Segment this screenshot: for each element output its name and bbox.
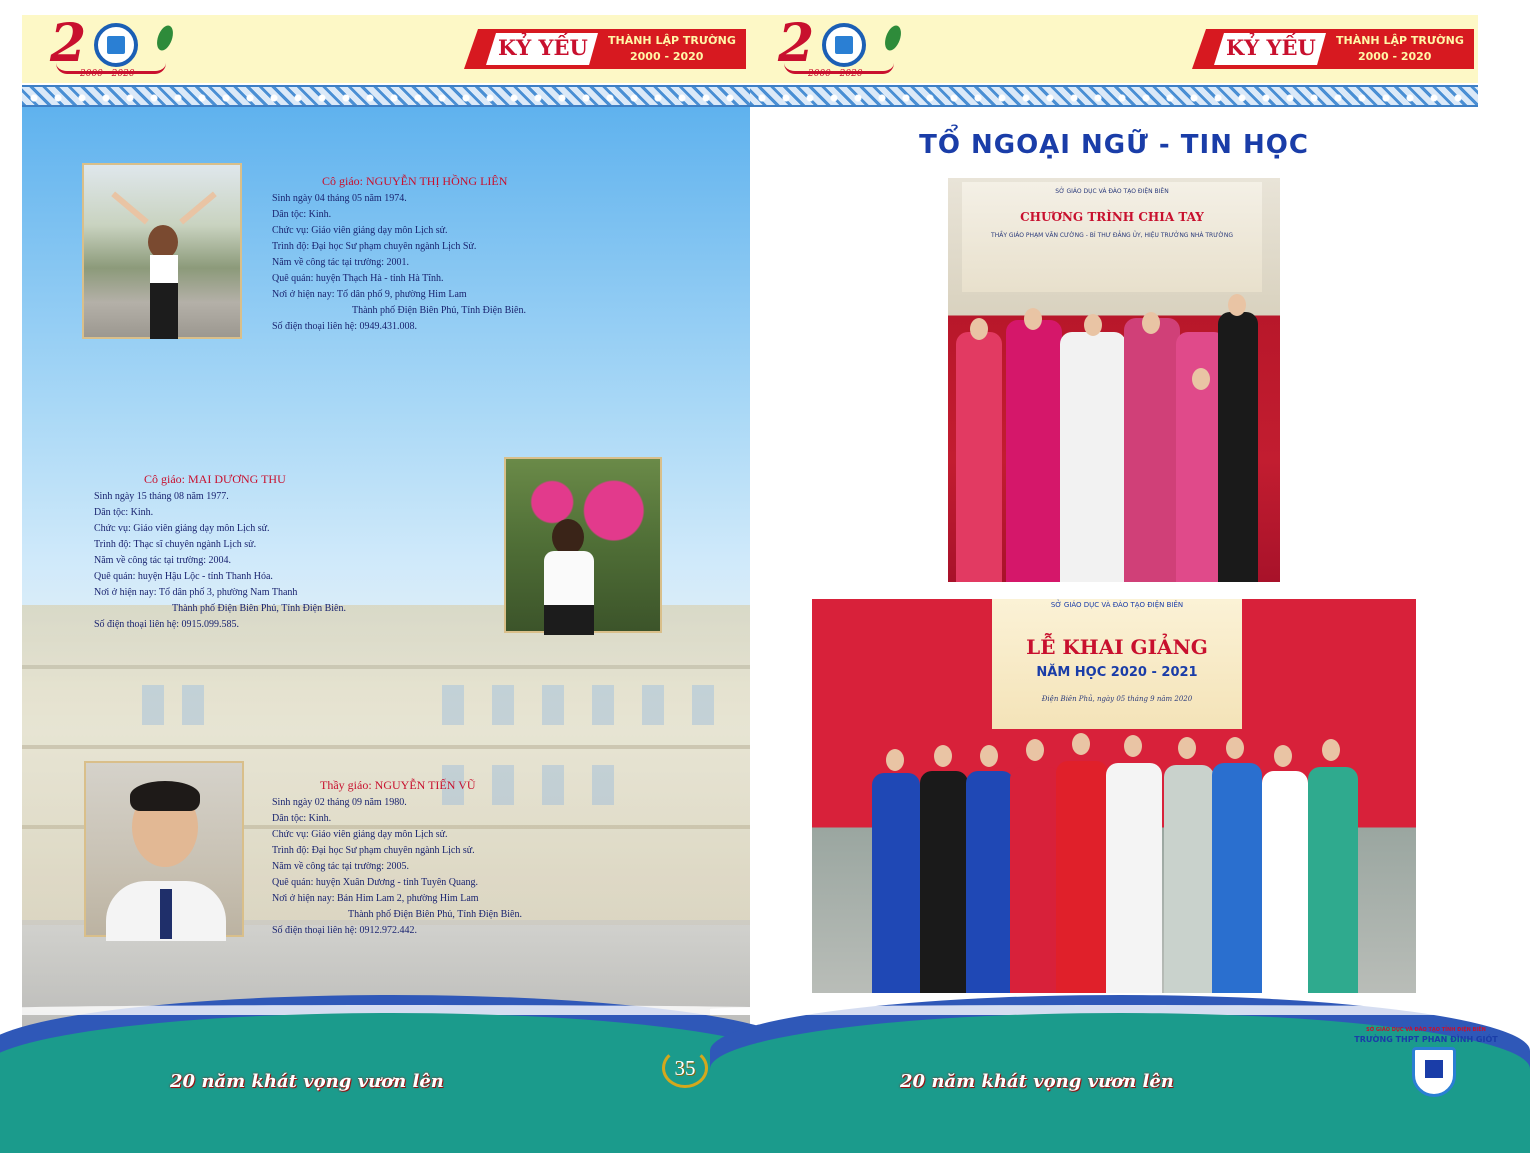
- left-page: [22, 15, 750, 1110]
- banner-subtitle: THÀNH LẬP TRƯỜNG: [608, 34, 736, 47]
- page-footer: [750, 995, 1478, 1110]
- banner-subtitle: THÀNH LẬP TRƯỜNG: [1336, 34, 1464, 47]
- teacher-name: Thầy giáo: NGUYỄN TIẾN VŨ: [320, 778, 476, 792]
- teacher-photo-hong-lien: [82, 163, 242, 339]
- banner-title: KỶ YẾU: [1226, 35, 1316, 60]
- teacher-name: Cô giáo: MAI DƯƠNG THU: [144, 472, 286, 486]
- page-header: [750, 15, 1478, 83]
- page-footer: [22, 995, 750, 1110]
- decorative-border: [750, 85, 1478, 107]
- banner-years: 2000 - 2020: [630, 50, 704, 63]
- teacher-profile-tien-vu: Thầy giáo: NGUYỄN TIẾN VŨ Sinh ngày 02 tháng 09 năm 1980. Dân tộc: Kinh. Chức vụ: Giáo viên giảng dạy môn Lịch sử. Trình độ: Đại học Sư phạm chuyên ngành Lịch sử. Năm về công tác tại trường: 2005. Quê quán: huyện Xuân Dương - tỉnh Tuyên Quang. Nơi ở hiện nay: Bản Him Lam 2, phường Him Lam Thành phố Điện Biên Phủ, Tỉnh Điện Biên. Số điện thoại liên hệ: 0912.972.442.: [272, 778, 522, 936]
- decorative-border: [22, 85, 750, 107]
- anniversary-logo: 2 2000 - 2020: [778, 19, 908, 81]
- yearbook-banner: [1192, 29, 1474, 69]
- teacher-profile-duong-thu: Cô giáo: MAI DƯƠNG THU Sinh ngày 15 tháng 08 năm 1977. Dân tộc: Kinh. Chức vụ: Giáo viên giảng dạy môn Lịch sử. Trình độ: Thạc sĩ chuyên ngành Lịch sử. Năm về công tác tại trường: 2004. Quê quán: huyện Hậu Lộc - tỉnh Thanh Hóa. Nơi ở hiện nay: Tổ dân phố 3, phường Nam Thanh Thành phố Điện Biên Phủ, Tỉnh Điện Biên. Số điện thoại liên hệ: 0915.099.585.: [94, 472, 346, 630]
- event-backdrop: SỞ GIÁO DỤC VÀ ĐÀO TẠO ĐIỆN BIÊN CHƯƠNG TRÌNH CHIA TAY THẦY GIÁO PHẠM VĂN CƯỜNG - BÍ THƯ ĐẢNG ỦY, HIỆU TRƯỞNG NHÀ TRƯỜNG: [962, 182, 1262, 292]
- group-photo-opening-ceremony: [812, 599, 1416, 993]
- teacher-profile-hong-lien: Cô giáo: NGUYỄN THỊ HỒNG LIÊN Sinh ngày 04 tháng 05 năm 1974. Dân tộc: Kinh. Chức vụ: Giáo viên giảng dạy môn Lịch sử. Trình độ: Đại học Sư phạm chuyên ngành Lịch Sử. Năm về công tác tại trường: 2001. Quê quán: huyện Thạch Hà - tỉnh Hà Tĩnh. Nơi ở hiện nay: Tổ dân phố 9, phường Him Lam Thành phố Điện Biên Phủ, Tỉnh Điện Biên. Số điện thoại liên hệ: 0949.431.008.: [272, 174, 526, 332]
- footer-slogan: 20 năm khát vọng vươn lên: [900, 1071, 1174, 1092]
- group-photo-farewell: [948, 178, 1280, 582]
- school-shield-icon: [1412, 1047, 1456, 1097]
- teacher-photo-duong-thu: [504, 457, 662, 633]
- page-number-badge: 35: [662, 1048, 708, 1088]
- event-backdrop: SỞ GIÁO DỤC VÀ ĐÀO TẠO ĐIỆN BIÊN LỄ KHAI GIẢNG NĂM HỌC 2020 - 2021 Điện Biên Phủ, ngày 05 tháng 9 năm 2020: [992, 599, 1242, 729]
- banner-years: 2000 - 2020: [1358, 50, 1432, 63]
- page-header: [22, 15, 750, 83]
- yearbook-banner: [464, 29, 746, 69]
- anniversary-logo: 2 2000 - 2020: [50, 19, 180, 81]
- department-title: TỔ NGOẠI NGỮ - TIN HỌC: [919, 130, 1309, 160]
- banner-title: KỶ YẾU: [498, 35, 588, 60]
- right-page: [750, 13, 1498, 1110]
- teacher-name: Cô giáo: NGUYỄN THỊ HỒNG LIÊN: [322, 174, 508, 188]
- yearbook-spread: [22, 13, 1498, 1110]
- school-emblem: SỞ GIÁO DỤC VÀ ĐÀO TẠO TỈNH ĐIỆN BIÊN TRƯỜNG THPT PHAN ĐÌNH GIÓT: [1398, 1027, 1468, 1107]
- footer-slogan: 20 năm khát vọng vươn lên: [170, 1071, 444, 1092]
- teacher-photo-tien-vu: [84, 761, 244, 937]
